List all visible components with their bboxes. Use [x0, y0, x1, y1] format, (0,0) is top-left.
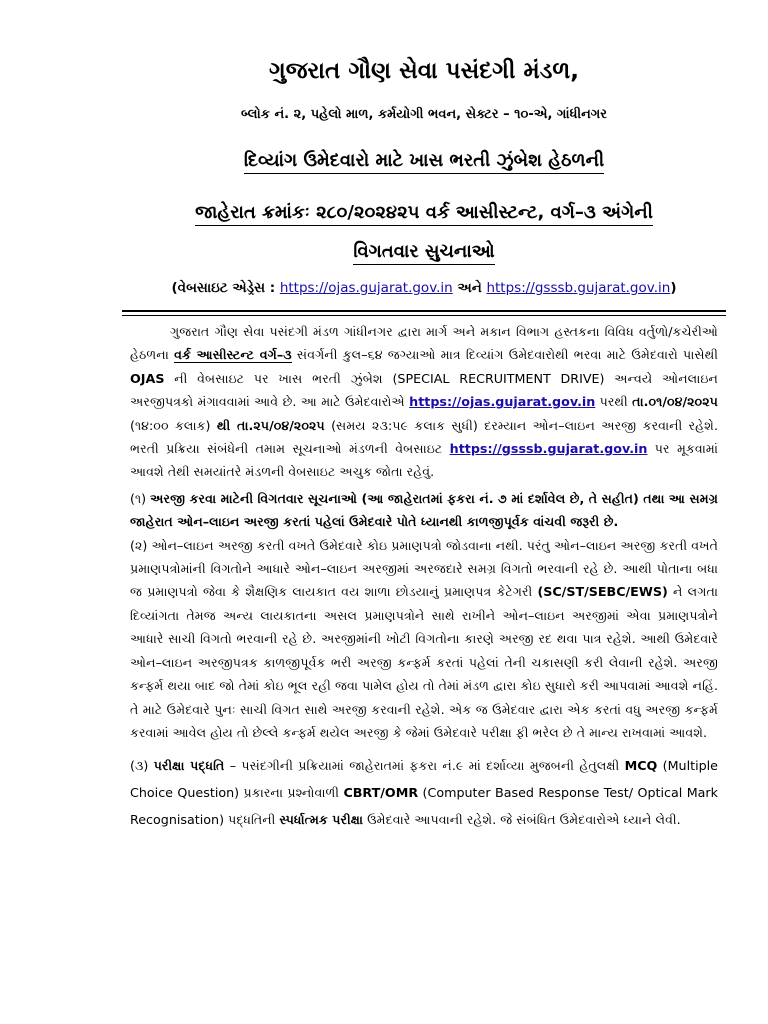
intro-post-name: વર્ક આસીસ્ટન્ટ વર્ગ–૩ — [174, 347, 292, 363]
title-line-3 — [130, 241, 718, 262]
point-3-number: (૩) — [130, 758, 154, 774]
website-mid: અને — [452, 280, 487, 296]
board-name: ગુજરાત ગૌણ સેવા પસંદગી મંડળ, — [268, 58, 580, 84]
title-line-2-text: જાહેરાત ક્રમાંકઃ ૨૮૦/૨૦૨૪૨૫ વર્ક આસીસ્ટન્ટ, વર્ગ–૩ અંગેની — [195, 202, 653, 226]
point-3-text-b: (Multiple Choice Question) પ્રકારના પ્રશ્નોવાળી — [130, 758, 718, 801]
intro-start-time: (૧૪:૦૦ કલાક) — [130, 417, 217, 433]
point-2-text-c: ને લગતા દિવ્યાંગતા તેમજ અન્ય લાયકાતના અસલ પ્રમાણપત્રોને સાથે રાખીને ઓન–લાઇન અરજીમાં એવા પ્રમાણપત્રોને આધારે સાચી વિગતો ભરવાની રહે છે. અરજીમાંની ખોટી વિગતોના કારણે અરજી રદ થવા પાત્ર રહેશે. આથી ઉમેદવારે ઓન–લાઇન અરજીપત્રક કાળજીપૂર્વક ભરી અરજી કન્ફર્મ કરતાં પહેલાં તેની ચકાસણી કરી લેવાની રહેશે. અરજી કન્ફર્મ થયા બાદ જો તેમાં કોઇ ભૂલ રહી જવા પામેલ હોય તો તેમાં મંડળ દ્વારા કોઇ સુધારો કરી આપવામાં આવશે નહિં. તે માટે ઉમેદવારે પુનઃ સાચી વિગત સાથે અરજી કરવાની રહેશે. એક જ ઉમેદવાર દ્વારા એક કરતાં વધુ અરજી કન્ફર્મ કરવામાં આવેલ હોય તો છેલ્લે કન્ફર્મ થયેલ અરજી કે જેમાં ઉમેદવારે પરીક્ષા ફી ભરેલ છે તે માન્ય રાખવામાં આવશે. — [130, 584, 719, 740]
board-address: બ્લોક નં. ૨, પહેલો માળ, કર્મયોગી ભવન, સેક્ટર – ૧૦-એ, ગાંધીનગર — [240, 107, 608, 122]
website-prefix: (વેબસાઇટ એડ્રેસ : — [171, 280, 280, 296]
document-body — [130, 320, 718, 833]
point-3 — [130, 752, 718, 833]
ojas-website-link[interactable]: https://ojas.gujarat.gov.in — [279, 280, 453, 296]
point-3-mcq: MCQ — [624, 758, 658, 774]
point-3-text-c: (Computer Based Response Test/ Optical Mark Recognisation) પદ્ધતિની — [130, 785, 719, 828]
intro-text-c: સંવર્ગની કુલ–૬૪ જગ્યાઓ માત્ર દિવ્યાંગ ઉમેદવારોથી ભરવા માટે ઉમેદવારો પાસેથી — [291, 347, 719, 363]
intro-text-g: પરથી — [595, 394, 633, 410]
point-1 — [130, 487, 718, 534]
intro-end-date: થી તા.૨૫/૦૪/૨૦૨૫ — [216, 417, 325, 433]
intro-text-e: ની વેબસાઇટ પર ખાસ ભરતી ઝુંબેશ (SPECIAL RECRUITMENT DRIVE) અન્વયે ઓનલાઇન અરજીપત્રકો મંગાવવામાં આવે છે. આ માટે ઉમેદવારોએ — [130, 370, 718, 410]
intro-text-m: પર મૂકવામાં આવશે તેથી સમયાંતરે મંડળની વેબસાઇટ અચુક જોતા રહેવું. — [130, 441, 718, 480]
point-3-cbrt: CBRT/OMR — [343, 785, 419, 801]
intro-text-k: (સમય ૨૩:૫૯ કલાક સુધી) દરમ્યાન ઓન–લાઇન અરજી કરવાની રહેશે. ભરતી પ્રક્રિયા સંબંધેની તમામ સૂચનાઓ મંડળની વેબસાઇટ — [130, 417, 718, 457]
intro-ojas: OJAS — [130, 370, 165, 386]
point-2-text-a: (૨) ઓન–લાઇન અરજી કરતી વખતે ઉમેદવારે કોઇ પ્રમાણપત્રો જોડવાના નથી. પરંતુ ઓન–લાઇન અરજી કરતી વખતે પ્રમાણપત્રોમાંની વિગતોને આધારે ઓન–લાઇન અરજીમાં અરજદારે સમગ્ર વિગતો ભરવાની રહે છે. આથી પોતાના બધા જ પ્રમાણપત્રો જેવા કે શૈક્ષણિક લાયકાત વય શાળા છોડયાનું પ્રમાણપત્ર કેટેગરી — [130, 537, 718, 600]
divider-thick — [122, 310, 726, 312]
title-line-1 — [130, 150, 718, 171]
point-3-text-a: – પસંદગીની પ્રક્રિયામાં જાહેરાતમાં ફકરા નં.૯ માં દર્શાવ્યા મુજબની હેતુલક્ષી — [224, 758, 625, 774]
intro-paragraph — [130, 320, 718, 484]
website-line — [130, 280, 718, 296]
website-suffix: ) — [670, 280, 677, 296]
intro-start-date: તા.૦૧/૦૪/૨૦૨૫ — [632, 394, 718, 410]
point-3-text-d: ઉમેદવારે આપવાની રહેશે. જે સંબંધિત ઉમેદવારોએ ધ્યાને લેવી. — [363, 812, 681, 828]
title-line-2 — [130, 202, 718, 223]
divider-thin — [122, 315, 726, 316]
gsssb-website-link[interactable]: https://gsssb.gujarat.gov.in — [486, 280, 671, 296]
title-line-1-text: દિવ્યાંગ ઉમેદવારો માટે ખાસ ભરતી ઝુંબેશ હેઠળની — [244, 150, 604, 174]
point-3-label: પરીક્ષા પદ્ધતિ — [153, 758, 225, 774]
intro-gsssb-link[interactable]: https://gsssb.gujarat.gov.in — [449, 441, 648, 457]
point-2 — [130, 534, 718, 745]
intro-ojas-link[interactable]: https://ojas.gujarat.gov.in — [409, 394, 596, 410]
point-3-exam: સ્પર્ધાત્મક પરીક્ષા — [279, 812, 364, 828]
intro-text-a: ગુજરાત ગૌણ સેવા પસંદગી મંડળ ગાંધીનગર દ્વારા માર્ગ અને મકાન વિભાગ હસ્તકના વિવિધ વર્તુળો/કચેરીઓ હેઠળના — [130, 324, 718, 363]
point-1-text: અરજી કરવા માટેની વિગતવાર સૂચનાઓ (આ જાહેરાતમાં ફકરા નં. ૭ માં દર્શાવેલ છે, તે સહીત) તથા આ સમગ્ર જાહેરાત ઓન–લાઇન અરજી કરતાં પહેલાં ઉમેદવારે પોતે ધ્યાનથી કાળજીપૂર્વક વાંચવી જરૂરી છે. — [130, 490, 718, 530]
title-line-3-text: વિગતવાર સુચનાઓ — [353, 241, 494, 265]
point-1-number: (૧) — [130, 490, 151, 506]
point-2-categories: (SC/ST/SEBC/EWS) — [537, 584, 668, 600]
